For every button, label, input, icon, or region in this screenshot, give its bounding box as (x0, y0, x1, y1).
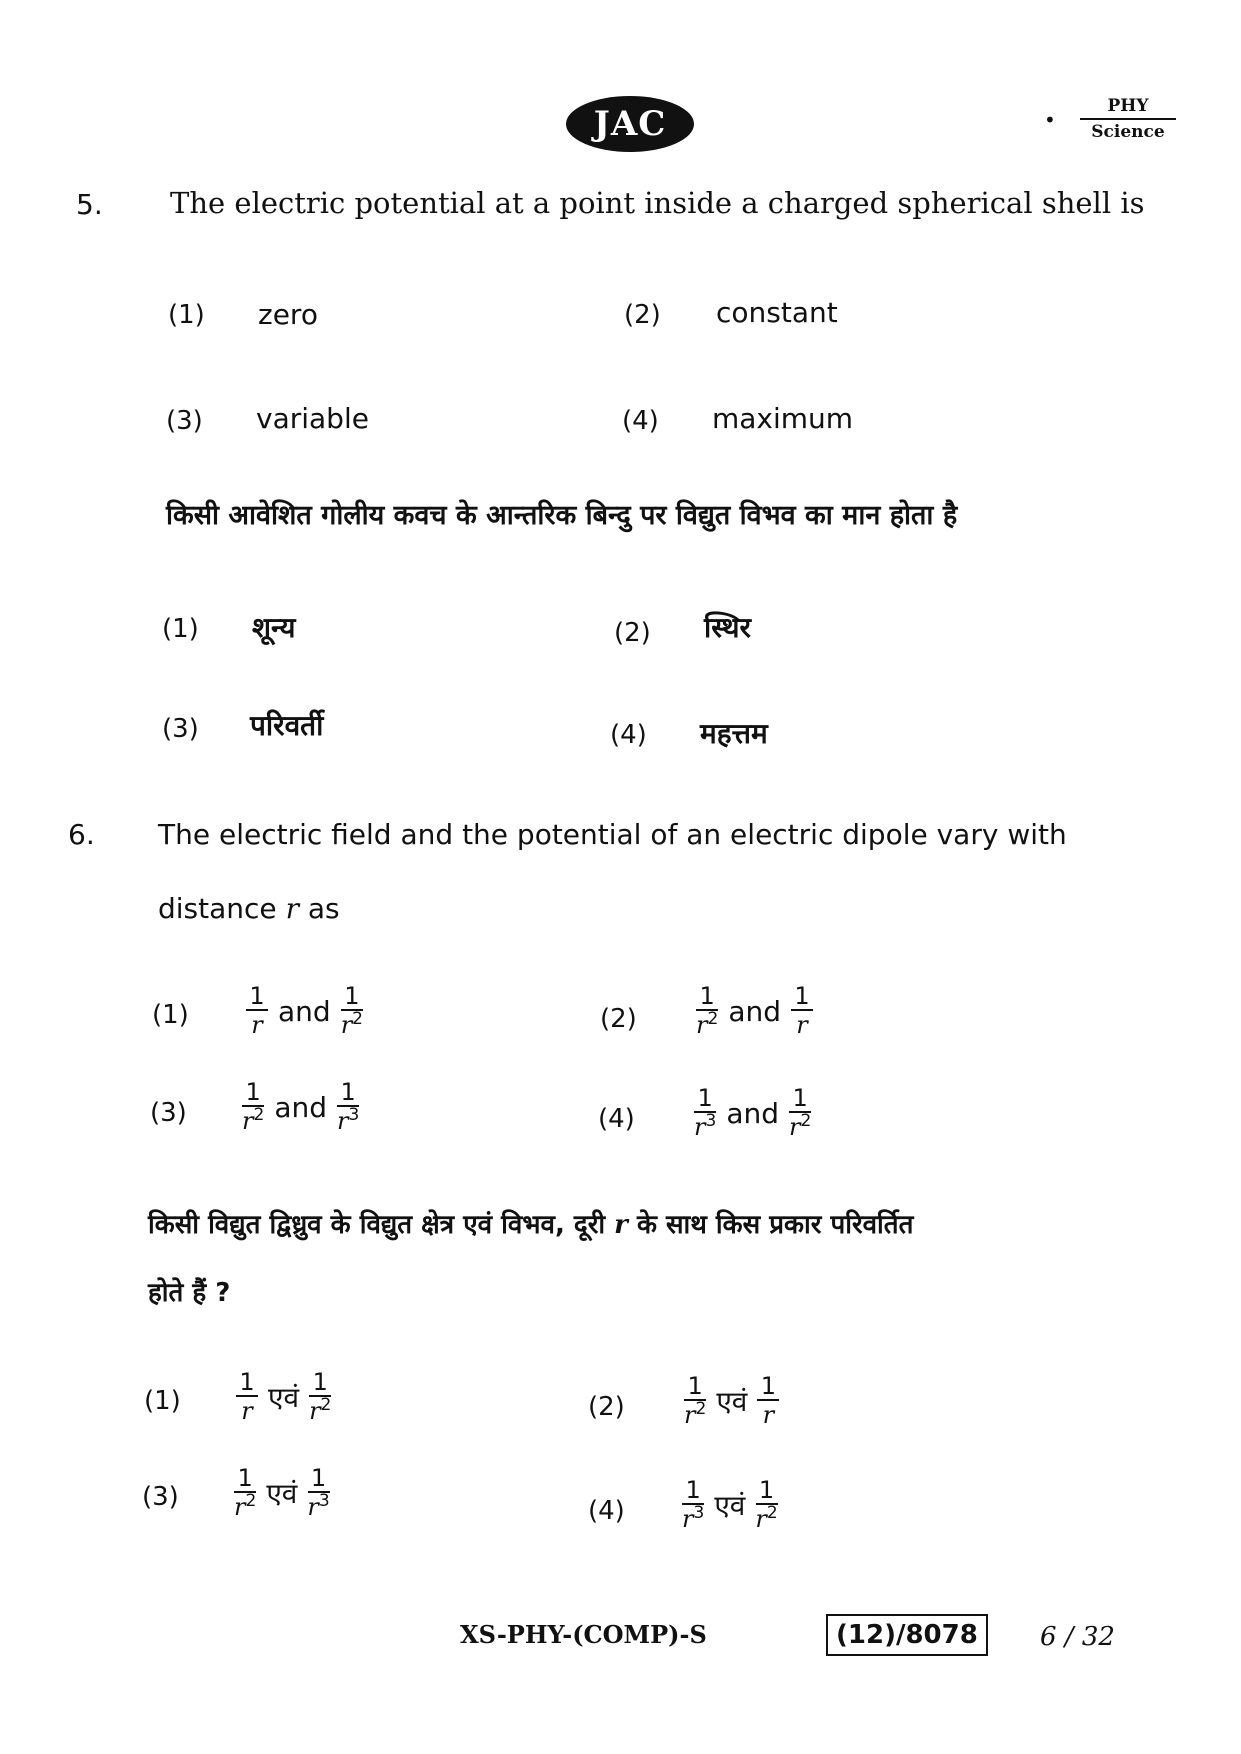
q6-en-option-1-label: (1) (152, 1000, 189, 1030)
question-6-text-hi-line1 (148, 1210, 913, 1241)
q5-en-option-1-label: (1) (168, 300, 205, 330)
question-6-number: 6. (68, 818, 95, 851)
question-5-number: 5. (76, 188, 103, 221)
q5-en-option-3-label: (3) (166, 406, 203, 436)
q6-en-variable: r (285, 892, 299, 925)
q6-hi-option-4-label: (4) (588, 1496, 625, 1526)
q6-en-option-4-label: (4) (598, 1104, 635, 1134)
fraction: $\frac{1}{r}$ (246, 984, 268, 1038)
subject-label (1080, 96, 1176, 142)
q6-en-option-4-expr: $\frac{1}{r^3}$ and $\frac{1}{r^2}$ (694, 1084, 812, 1142)
fraction: $\frac{1}{r}$ (236, 1370, 258, 1424)
question-6-text-hi-line2: होते हैं ? (148, 1278, 231, 1308)
q6-en-option-1-expr: $\frac{1}{r}$ and $\frac{1}{r^2}$ (240, 984, 369, 1038)
paper-code: XS-PHY-(COMP)-S (460, 1620, 707, 1649)
q5-en-option-1-text: zero (258, 298, 318, 331)
fraction: $\frac{1}{r^3}$ (307, 1464, 330, 1522)
q5-en-option-4-label: (4) (622, 406, 659, 436)
q5-en-option-3-text: variable (256, 402, 369, 435)
fraction: $\frac{1}{r^2}$ (755, 1476, 778, 1534)
q6-en-option-3-label: (3) (150, 1098, 187, 1128)
q5-hi-option-2-text: स्थिर (704, 611, 751, 644)
q6-hi-variable: r (614, 1210, 628, 1240)
q6-en-option-3-expr: $\frac{1}{r^2}$ and $\frac{1}{r^3}$ (242, 1078, 360, 1136)
q6-hi-option-4-expr: $\frac{1}{r^3}$ एवं $\frac{1}{r^2}$ (682, 1476, 778, 1534)
q6-hi-option-3-label: (3) (142, 1482, 179, 1512)
q6-hi-option-2-label: (2) (588, 1392, 625, 1422)
q5-hi-option-3-label: (3) (162, 714, 199, 744)
fraction: $\frac{1}{r^3}$ (682, 1476, 705, 1534)
fraction: $\frac{1}{r^2}$ (309, 1368, 332, 1426)
question-6-text-en-line1: The electric field and the potential of an electric dipole vary with (158, 818, 1067, 851)
q6-hi-option-3-expr: $\frac{1}{r^2}$ एवं $\frac{1}{r^3}$ (234, 1464, 330, 1522)
fraction: $\frac{1}{r}$ (757, 1374, 779, 1428)
paper-set-box: (12)/8078 (826, 1614, 988, 1656)
q6-hi-option-2-expr: $\frac{1}{r^2}$ एवं $\frac{1}{r}$ (678, 1374, 785, 1428)
q6-hi-option-1-label: (1) (144, 1386, 181, 1416)
q6-hi-line1-post: के साथ किस प्रकार परिवर्तित (636, 1210, 914, 1240)
q6-en-option-2-label: (2) (600, 1004, 637, 1034)
q5-hi-option-1-label: (1) (162, 614, 199, 644)
q5-en-option-2-label: (2) (624, 300, 661, 330)
q6-hi-line1-pre: किसी विद्युत द्विध्रुव के विद्युत क्षेत्र एवं विभव, दूरी (148, 1210, 606, 1240)
q6-en-line2-post: as (307, 892, 340, 925)
question-6-text-en-line2 (158, 892, 340, 926)
q5-hi-option-4-label: (4) (610, 720, 647, 750)
fraction: $\frac{1}{r^3}$ (337, 1078, 360, 1136)
fraction: $\frac{1}{r^2}$ (684, 1372, 707, 1430)
q5-en-option-2-text: constant (716, 296, 838, 329)
margin-dot: • (1044, 108, 1056, 132)
q5-en-option-4-text: maximum (712, 402, 854, 435)
question-5-text-en: The electric potential at a point inside a charged spherical shell is (170, 186, 1145, 220)
fraction: $\frac{1}{r^2}$ (242, 1078, 265, 1136)
fraction: $\frac{1}{r^2}$ (234, 1464, 257, 1522)
fraction: $\frac{1}{r}$ (791, 984, 813, 1038)
fraction: $\frac{1}{r^2}$ (789, 1084, 812, 1142)
subject-bottom: Science (1091, 122, 1165, 142)
q5-hi-option-4-text: महत्तम (700, 717, 768, 750)
q6-en-option-2-expr: $\frac{1}{r^2}$ and $\frac{1}{r}$ (690, 984, 819, 1038)
page-number: 6 / 32 (1040, 1622, 1115, 1652)
fraction: $\frac{1}{r^3}$ (694, 1084, 717, 1142)
fraction: $\frac{1}{r^2}$ (696, 982, 719, 1040)
q6-hi-option-1-expr: $\frac{1}{r}$ एवं $\frac{1}{r^2}$ (230, 1370, 337, 1424)
jac-logo: JAC (566, 96, 694, 152)
q5-hi-option-3-text: परिवर्ती (250, 709, 324, 742)
q6-en-line2-pre: distance (158, 892, 277, 925)
fraction: $\frac{1}{r^2}$ (340, 982, 363, 1040)
q5-hi-option-2-label: (2) (614, 618, 651, 648)
question-5-text-hi: किसी आवेशित गोलीय कवच के आन्तरिक बिन्दु पर विद्युत विभव का मान होता है (166, 500, 958, 531)
q5-hi-option-1-text: शून्य (252, 611, 296, 644)
subject-top: PHY (1080, 96, 1176, 120)
